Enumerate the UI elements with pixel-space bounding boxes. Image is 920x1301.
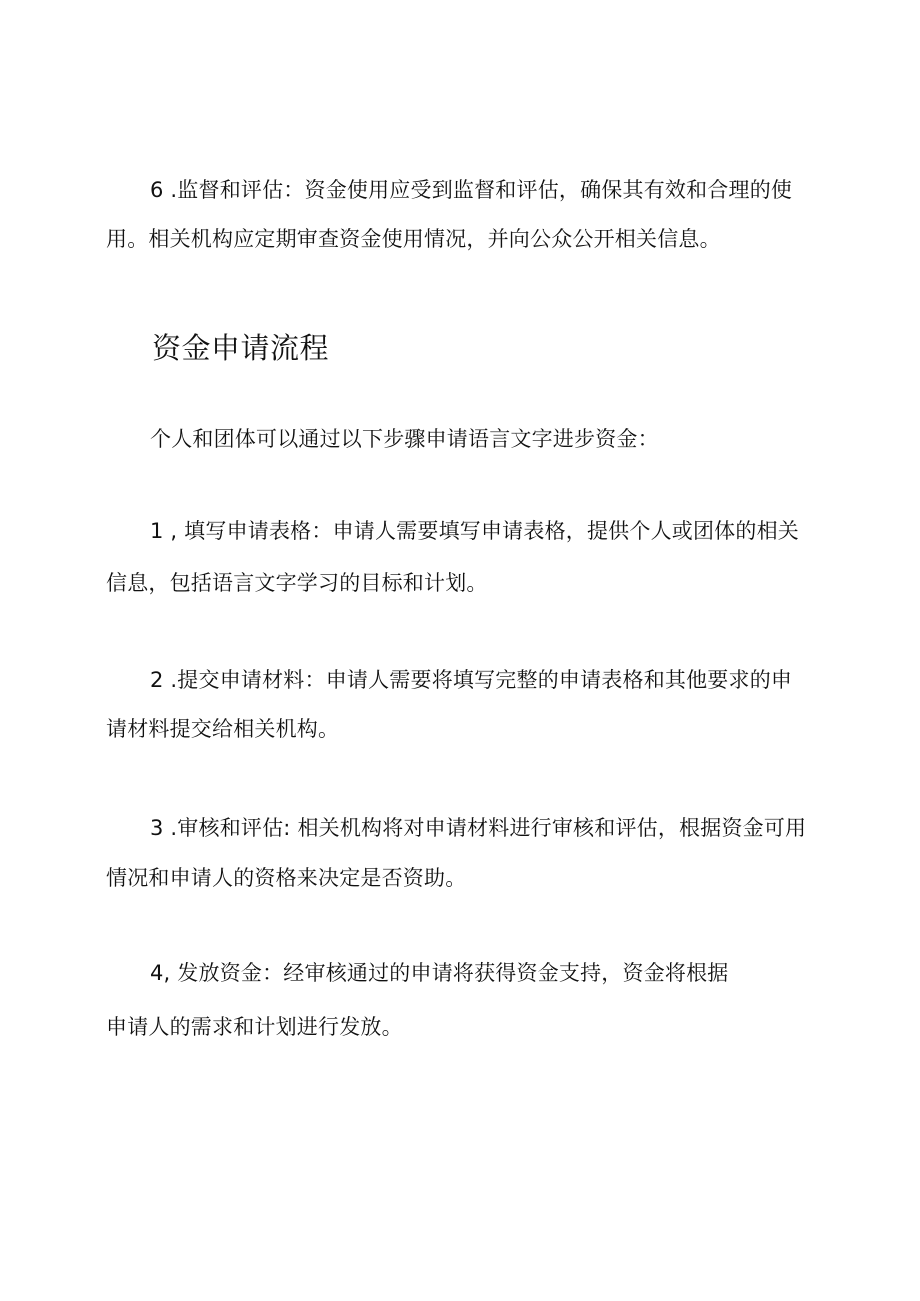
intro-paragraph: 个人和团体可以通过以下步骤申请语言文字进步资金：	[150, 427, 659, 451]
step-1-line-1: 1 , 填写申请表格：申请人需要填写申请表格，提供个人或团体的相关	[150, 519, 799, 543]
item-6-line-2: 用。相关机构应定期审查资金使用情况，并向公众公开相关信息。	[106, 227, 721, 251]
section-heading: 资金申请流程	[152, 331, 330, 365]
step-4-line-1: 4, 发放资金：经审核通过的申请将获得资金支持，资金将根据	[150, 961, 729, 985]
step-3-line-1: 3 .审核和评估: 相关机构将对申请材料进行审核和评估，根据资金可用	[150, 816, 807, 840]
step-2-line-2: 请材料提交给相关机构。	[106, 717, 340, 741]
step-3-line-2: 情况和申请人的资格来决定是否资助。	[106, 866, 467, 890]
step-4-line-2: 申请人的需求和计划进行发放。	[106, 1015, 403, 1039]
item-6-line-1: 6 .监督和评估：资金使用应受到监督和评估，确保其有效和合理的使	[150, 178, 793, 202]
step-1-line-2: 信息，包括语言文字学习的目标和计划。	[106, 571, 488, 595]
step-2-line-1: 2 .提交申请材料：申请人需要将填写完整的申请表格和其他要求的申	[150, 668, 793, 692]
